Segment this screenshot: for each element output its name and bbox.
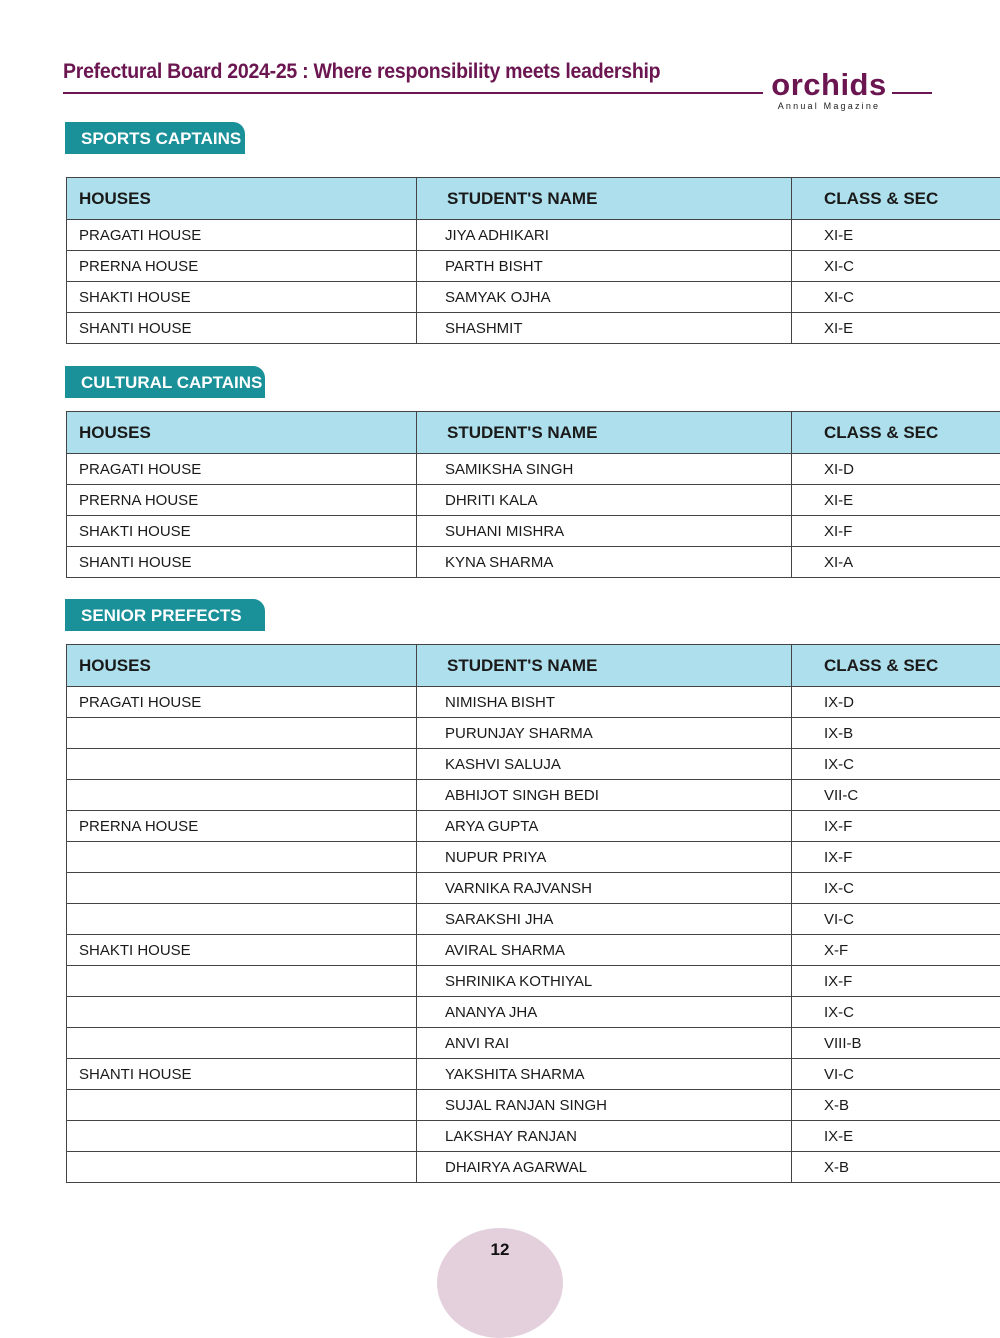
house-cell xyxy=(67,1121,417,1152)
senior-prefects-table xyxy=(66,644,1000,1183)
class-section-cell: VI-C xyxy=(792,904,1000,935)
logo-rule xyxy=(892,92,932,94)
column-header-houses: HOUSES xyxy=(67,178,417,220)
student-name-cell: SAMYAK OJHA xyxy=(417,282,792,313)
house-cell: PRAGATI HOUSE xyxy=(67,220,417,251)
class-section-cell: XI-E xyxy=(792,220,1000,251)
house-cell xyxy=(67,904,417,935)
class-section-cell: XI-C xyxy=(792,251,1000,282)
house-cell xyxy=(67,749,417,780)
class-section-cell: XI-E xyxy=(792,313,1000,344)
house-cell xyxy=(67,1028,417,1059)
logo-wordmark: orchids xyxy=(770,70,888,100)
sports-captains-table xyxy=(66,177,1000,344)
class-section-cell: X-B xyxy=(792,1152,1000,1183)
house-cell: PRAGATI HOUSE xyxy=(67,687,417,718)
class-section-cell: XI-D xyxy=(792,454,1000,485)
class-section-cell: X-F xyxy=(792,935,1000,966)
student-name-cell: ANANYA JHA xyxy=(417,997,792,1028)
page-number: 12 xyxy=(437,1240,563,1260)
house-cell xyxy=(67,1090,417,1121)
table-row xyxy=(67,997,1000,1028)
table-row xyxy=(67,547,1000,578)
house-cell: SHANTI HOUSE xyxy=(67,1059,417,1090)
table-row xyxy=(67,811,1000,842)
column-header-class: CLASS & SEC xyxy=(792,412,1000,454)
class-section-cell: XI-A xyxy=(792,547,1000,578)
class-section-cell: IX-D xyxy=(792,687,1000,718)
student-name-cell: JIYA ADHIKARI xyxy=(417,220,792,251)
table-row xyxy=(67,454,1000,485)
table-row xyxy=(67,718,1000,749)
class-section-cell: IX-F xyxy=(792,811,1000,842)
title-underline xyxy=(63,92,763,94)
magazine-logo xyxy=(770,70,888,111)
student-name-cell: NUPUR PRIYA xyxy=(417,842,792,873)
column-header-class: CLASS & SEC xyxy=(792,645,1000,687)
student-name-cell: SAMIKSHA SINGH xyxy=(417,454,792,485)
logo-subtitle: Annual Magazine xyxy=(770,101,888,111)
table-row xyxy=(67,687,1000,718)
table-row xyxy=(67,1121,1000,1152)
column-header-class: CLASS & SEC xyxy=(792,178,1000,220)
table-row xyxy=(67,1028,1000,1059)
class-section-cell: VII-C xyxy=(792,780,1000,811)
column-header-name: STUDENT'S NAME xyxy=(417,178,792,220)
class-section-cell: XI-C xyxy=(792,282,1000,313)
student-name-cell: ABHIJOT SINGH BEDI xyxy=(417,780,792,811)
student-name-cell: SARAKSHI JHA xyxy=(417,904,792,935)
table-row xyxy=(67,873,1000,904)
house-cell: SHAKTI HOUSE xyxy=(67,516,417,547)
table-header-row xyxy=(67,412,1000,454)
student-name-cell: VARNIKA RAJVANSH xyxy=(417,873,792,904)
house-cell xyxy=(67,1152,417,1183)
table-row xyxy=(67,1090,1000,1121)
house-cell xyxy=(67,842,417,873)
class-section-cell: XI-E xyxy=(792,485,1000,516)
page-title: Prefectural Board 2024-25 : Where responsibility meets leadership xyxy=(63,60,660,84)
house-cell: PRERNA HOUSE xyxy=(67,811,417,842)
house-cell: PRERNA HOUSE xyxy=(67,485,417,516)
table-row xyxy=(67,485,1000,516)
student-name-cell: DHAIRYA AGARWAL xyxy=(417,1152,792,1183)
student-name-cell: SHASHMIT xyxy=(417,313,792,344)
student-name-cell: SUJAL RANJAN SINGH xyxy=(417,1090,792,1121)
student-name-cell: LAKSHAY RANJAN xyxy=(417,1121,792,1152)
table-row xyxy=(67,516,1000,547)
table-row xyxy=(67,251,1000,282)
house-cell: SHAKTI HOUSE xyxy=(67,935,417,966)
table-row xyxy=(67,904,1000,935)
house-cell: PRERNA HOUSE xyxy=(67,251,417,282)
house-cell: SHANTI HOUSE xyxy=(67,313,417,344)
class-section-cell: XI-F xyxy=(792,516,1000,547)
table-row xyxy=(67,935,1000,966)
class-section-cell: VI-C xyxy=(792,1059,1000,1090)
section-tab-sports-captains: SPORTS CAPTAINS xyxy=(65,122,245,154)
class-section-cell: IX-E xyxy=(792,1121,1000,1152)
table-row xyxy=(67,842,1000,873)
cultural-captains-table xyxy=(66,411,1000,578)
student-name-cell: YAKSHITA SHARMA xyxy=(417,1059,792,1090)
class-section-cell: VIII-B xyxy=(792,1028,1000,1059)
table-row xyxy=(67,966,1000,997)
student-name-cell: KYNA SHARMA xyxy=(417,547,792,578)
student-name-cell: NIMISHA BISHT xyxy=(417,687,792,718)
class-section-cell: IX-C xyxy=(792,997,1000,1028)
student-name-cell: AVIRAL SHARMA xyxy=(417,935,792,966)
column-header-houses: HOUSES xyxy=(67,412,417,454)
student-name-cell: KASHVI SALUJA xyxy=(417,749,792,780)
table-row xyxy=(67,313,1000,344)
table-row xyxy=(67,282,1000,313)
class-section-cell: IX-B xyxy=(792,718,1000,749)
table-row xyxy=(67,1152,1000,1183)
student-name-cell: SHRINIKA KOTHIYAL xyxy=(417,966,792,997)
class-section-cell: X-B xyxy=(792,1090,1000,1121)
student-name-cell: SUHANI MISHRA xyxy=(417,516,792,547)
column-header-name: STUDENT'S NAME xyxy=(417,412,792,454)
table-row xyxy=(67,780,1000,811)
house-cell xyxy=(67,966,417,997)
column-header-houses: HOUSES xyxy=(67,645,417,687)
class-section-cell: IX-F xyxy=(792,966,1000,997)
table-header-row xyxy=(67,645,1000,687)
house-cell xyxy=(67,780,417,811)
house-cell: SHAKTI HOUSE xyxy=(67,282,417,313)
class-section-cell: IX-F xyxy=(792,842,1000,873)
house-cell: PRAGATI HOUSE xyxy=(67,454,417,485)
house-cell xyxy=(67,997,417,1028)
house-cell: SHANTI HOUSE xyxy=(67,547,417,578)
student-name-cell: PARTH BISHT xyxy=(417,251,792,282)
table-row xyxy=(67,1059,1000,1090)
student-name-cell: PURUNJAY SHARMA xyxy=(417,718,792,749)
section-tab-senior-prefects: SENIOR PREFECTS xyxy=(65,599,265,631)
student-name-cell: ARYA GUPTA xyxy=(417,811,792,842)
class-section-cell: IX-C xyxy=(792,873,1000,904)
table-row xyxy=(67,749,1000,780)
house-cell xyxy=(67,718,417,749)
table-header-row xyxy=(67,178,1000,220)
class-section-cell: IX-C xyxy=(792,749,1000,780)
table-row xyxy=(67,220,1000,251)
student-name-cell: ANVI RAI xyxy=(417,1028,792,1059)
section-tab-cultural-captains: CULTURAL CAPTAINS xyxy=(65,366,265,398)
student-name-cell: DHRITI KALA xyxy=(417,485,792,516)
house-cell xyxy=(67,873,417,904)
column-header-name: STUDENT'S NAME xyxy=(417,645,792,687)
